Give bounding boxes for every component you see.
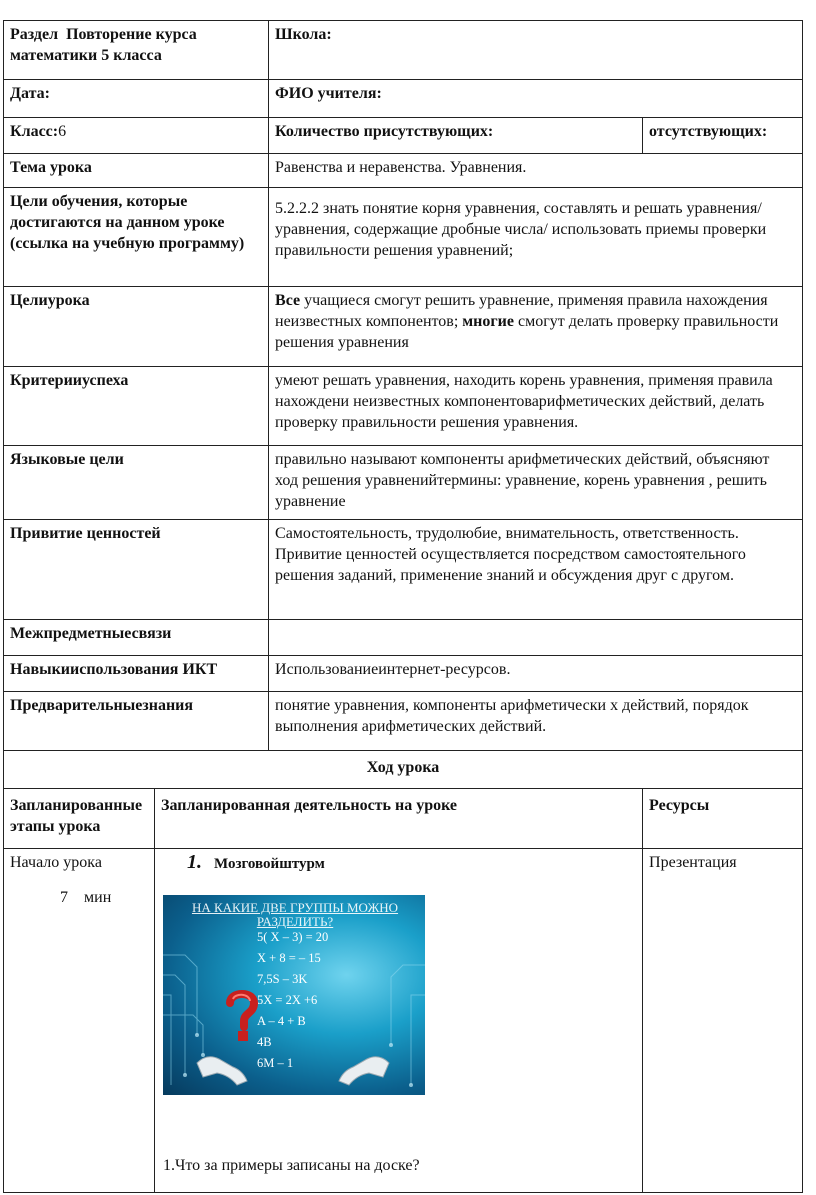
date-cell — [4, 80, 269, 118]
stage-time: 7 мин — [60, 889, 112, 906]
goals-value: 5.2.2.2 знать понятие корня уравнения, составлять и решать уравнения/ уравнения, содержащие дробные числа/ использовать приемы проверки правильности решения уравнений; — [269, 188, 803, 287]
values-value: Самостоятельность, трудолюбие, внимательность, ответственность. Привитие ценностей осуществляется посредством самостоятельного решения заданий, применение знаний и обсуждения друг с другом. — [269, 520, 803, 620]
row-lesson-goals — [4, 287, 803, 367]
criteria-value: умеют решать уравнения, находить корень уравнения, применяя правила нахождени неизвестных компонентоварифметических действий, делать проверку правильности решения уравнения. — [269, 367, 803, 446]
row-prior — [4, 692, 803, 751]
figure-right-icon — [333, 1045, 393, 1087]
row-links — [4, 620, 803, 656]
question-mark-icon — [225, 987, 259, 1043]
ict-label: Навыкииспользования ИКТ — [4, 656, 269, 692]
topic-label: Тема урока — [4, 154, 269, 188]
stage-cell — [4, 849, 155, 1193]
values-label: Привитие ценностей — [4, 520, 269, 620]
row-criteria — [4, 367, 803, 446]
lesson-goals-text2: смогут делать проверку правильности решения уравнения — [275, 313, 779, 351]
course-title: Ход урока — [4, 751, 803, 789]
slide-line: 6M – 1 — [257, 1056, 294, 1070]
class-cell — [4, 118, 269, 154]
row-class — [4, 118, 803, 154]
row-course-header — [4, 789, 803, 849]
slide-expressions — [257, 927, 328, 1074]
row-stage-start — [4, 849, 803, 1193]
lang-label: Языковые цели — [4, 446, 269, 520]
date-label: Дата: — [10, 85, 50, 102]
activity-heading — [187, 852, 636, 875]
section-cell — [4, 21, 269, 80]
criteria-label: Критерииуспеха — [4, 367, 269, 446]
figure-left-icon — [193, 1045, 253, 1087]
activity-number: 1. — [187, 851, 202, 873]
lesson-goals-many: многие — [462, 313, 514, 330]
lesson-plan-table — [3, 20, 803, 1193]
prior-label: Предварительныезнания — [4, 692, 269, 751]
section-label: Раздел — [10, 26, 59, 43]
row-section — [4, 21, 803, 80]
row-ict — [4, 656, 803, 692]
teacher-label: ФИО учителя: — [275, 85, 382, 102]
present-cell — [269, 118, 643, 154]
school-label: Школа: — [275, 26, 332, 43]
row-goals — [4, 188, 803, 287]
slide-line: 4B — [257, 1035, 272, 1049]
row-values — [4, 520, 803, 620]
slide-title: НА КАКИЕ ДВЕ ГРУППЫ МОЖНО РАЗДЕЛИТЬ? — [191, 900, 399, 929]
lesson-goals-all: Все — [275, 292, 301, 309]
col-resources-header: Ресурсы — [643, 789, 803, 849]
activity-title: Мозговойштурм — [214, 856, 325, 872]
presentation-slide — [163, 895, 425, 1095]
section-value: Повторение курса математики 5 класса — [10, 26, 197, 64]
row-lang — [4, 446, 803, 520]
absent-label: отсутствующих: — [649, 123, 768, 140]
row-date — [4, 80, 803, 118]
lesson-goals-text1: учащиеся смогут решить уравнение, применяя правила нахождения неизвестных компонентов; — [275, 292, 768, 330]
class-value: 6 — [58, 123, 67, 140]
prior-value: понятие уравнения, компоненты арифметически х действий, порядок выполнения арифметических действий. — [269, 692, 803, 751]
lesson-goals-value — [269, 287, 803, 367]
lang-value: правильно называют компоненты арифметических действий, объясняют ход решения уравненийтермины: уравнение, корень уравнения , решить уравнение — [269, 446, 803, 520]
col-stages-header: Запланированные этапы урока — [4, 789, 155, 849]
slide-line: 5X = 2X +6 — [257, 993, 318, 1007]
lesson-goals-label: Целиурока — [4, 287, 269, 367]
question-text: 1.Что за примеры записаны на доске? — [163, 1157, 420, 1174]
resource-cell: Презентация — [643, 849, 803, 1193]
absent-cell — [643, 118, 803, 154]
ict-value: Использованиеинтернет-ресурсов. — [269, 656, 803, 692]
row-topic — [4, 154, 803, 188]
links-value — [269, 620, 803, 656]
goals-label: Цели обучения, которые достигаются на данном уроке (ссылка на учебную программу) — [4, 188, 269, 287]
class-label: Класс: — [10, 123, 59, 140]
school-cell — [269, 21, 803, 80]
present-label: Количество присутствующих: — [275, 123, 494, 140]
slide-line: 5( X – 3) = 20 — [257, 930, 329, 944]
col-activity-header: Запланированная деятельность на уроке — [155, 789, 643, 849]
row-course-title — [4, 751, 803, 789]
stage-name: Начало урока — [10, 854, 102, 871]
activity-cell — [155, 849, 643, 1193]
teacher-cell — [269, 80, 803, 118]
links-label: Межпредметныесвязи — [4, 620, 269, 656]
slide-line: 7,5S – 3K — [257, 972, 308, 986]
slide-line: X + 8 = – 15 — [257, 951, 321, 965]
slide-line: A – 4 + B — [257, 1014, 306, 1028]
topic-value: Равенства и неравенства. Уравнения. — [269, 154, 803, 188]
